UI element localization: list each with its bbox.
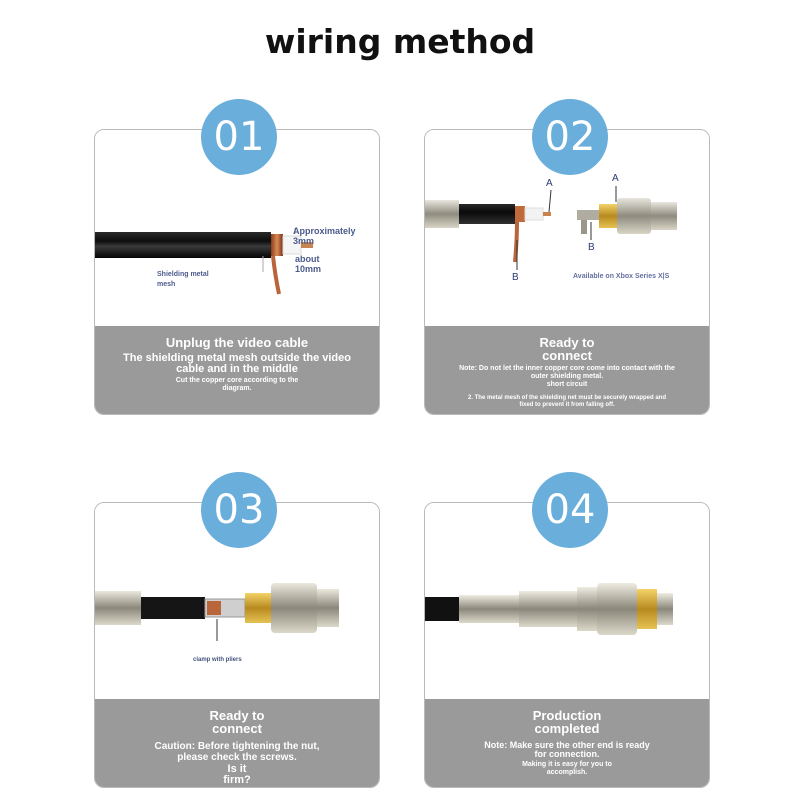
step-1-body: The shielding metal mesh outside the video cable and in the middle: [123, 352, 351, 375]
step-4-body: Note: Make sure the other end is ready for connection.: [484, 740, 650, 759]
step-2-title: Ready to connect: [539, 335, 595, 363]
about-length-label: about 10mm: [295, 254, 322, 274]
step-1-small: Cut the copper core according to the diagram.: [175, 377, 299, 392]
step-3-caption: [95, 699, 379, 788]
step-4-caption: [425, 699, 709, 788]
step-1-title: Unplug the video cable: [165, 335, 309, 350]
step-2-note-1: Note: Do not let the inner copper core come into contact with the outer shielding metal.: [459, 365, 675, 380]
shielding-mesh-label: Shielding metal mesh: [157, 271, 209, 288]
xbox-watermark: Available on Xbox Series X|S: [573, 273, 670, 280]
step-4-small: Making it is easy for you to accomplish.: [522, 761, 612, 776]
step-2-caption: [425, 326, 709, 415]
step-2-note-2: 2. The metal mesh of the shielding net must be securely wrapped and fixed to prevent it from falling off.: [467, 395, 667, 408]
point-a-label-left: A: [546, 178, 553, 189]
step-badge-1: 01: [201, 99, 277, 175]
step-badge-3: 03: [201, 472, 277, 548]
point-a-label-right: A: [612, 173, 619, 184]
step-1-caption: [95, 326, 379, 415]
step-3-title: Ready to connect: [209, 708, 265, 736]
step-badge-2: 02: [532, 99, 608, 175]
step-3-body: Caution: Before tightening the nut, please check the screws.: [154, 741, 320, 763]
point-b-label-right: B: [588, 242, 595, 253]
step-2-note-1b: short circuit: [546, 381, 588, 388]
step-3-question: Is it firm?: [223, 763, 251, 786]
step-4-title: Production completed: [532, 708, 602, 736]
step-badge-4: 04: [532, 472, 608, 548]
point-b-label-left: B: [512, 272, 519, 283]
page-title: wiring method: [264, 22, 536, 61]
approx-length-label: Approximately 3mm: [293, 226, 356, 246]
clamp-label: clamp with pliers: [193, 657, 242, 663]
